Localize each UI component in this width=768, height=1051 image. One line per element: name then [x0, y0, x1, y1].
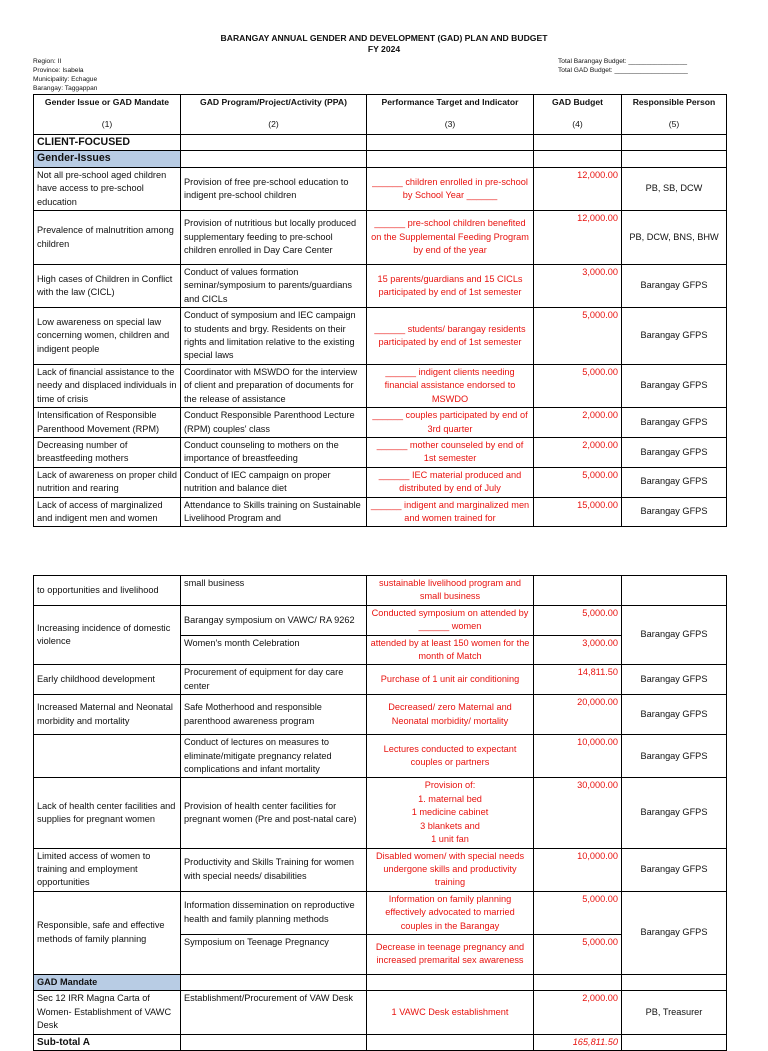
responsible-cell: Barangay GFPS — [622, 605, 727, 665]
empty-cell — [622, 1034, 727, 1050]
gender-issue-cell: Lack of health center facilities and supplies for pregnant women — [34, 778, 181, 848]
target-cell: Disabled women/ with special needs undergone skills and productivity training — [367, 848, 534, 891]
responsible-cell: Barangay GFPS — [622, 665, 727, 695]
budget-cell: 5,000.00 — [534, 467, 622, 497]
table-row — [34, 308, 727, 365]
target-line: 1 unit fan — [431, 834, 469, 845]
table-row — [34, 437, 727, 467]
ppa-cell: Safe Motherhood and responsible parenthood awareness program — [181, 695, 367, 735]
target-line: 1. maternal bed — [418, 793, 482, 804]
responsible-cell: Barangay GFPS — [622, 408, 727, 438]
ppa-cell: Conduct of symposium and IEC campaign to students and brgy. Residents on their rights and limitation relative to the existing special laws — [181, 308, 367, 365]
table-row — [34, 576, 727, 606]
section-gender-issues: Gender-Issues — [34, 151, 181, 167]
gad-plan-table-page1 — [33, 94, 727, 527]
ppa-cell: Coordinator with MSWDO for the interview of client and preparation of documents for the release of assistance — [181, 364, 367, 407]
budget-cell: 10,000.00 — [534, 735, 622, 778]
responsible-cell: Barangay GFPS — [622, 891, 727, 974]
budget-cell: 5,000.00 — [534, 308, 622, 365]
target-cell: ______ pre-school children benefited on the Supplemental Feeding Program by end of the year — [367, 211, 534, 265]
target-cell: Information on family planning effectively advocated to married couples in the Barangay — [367, 891, 534, 934]
table-row — [34, 605, 727, 635]
ppa-cell: Conduct Responsible Parenthood Lecture (RPM) couples' class — [181, 408, 367, 438]
ppa-cell: Information dissemination on reproductive health and family planning methods — [181, 891, 367, 934]
gender-issue-cell: Increased Maternal and Neonatal morbidity and mortality — [34, 695, 181, 735]
table-row — [34, 364, 727, 407]
target-cell: ______ indigent and marginalized men and women trained for — [367, 497, 534, 527]
section-client-focused: CLIENT-FOCUSED — [34, 135, 181, 151]
table-row — [34, 735, 727, 778]
gender-issue-cell: Sec 12 IRR Magna Carta of Women- Establishment of VAWC Desk — [34, 991, 181, 1034]
target-cell: ______ IEC material produced and distributed by end of July — [367, 467, 534, 497]
budget-cell: 5,000.00 — [534, 891, 622, 934]
budget-cell: 10,000.00 — [534, 848, 622, 891]
gender-issue-cell: Prevalence of malnutrition among children — [34, 211, 181, 265]
empty-cell — [181, 1034, 367, 1050]
target-cell: ______ couples participated by end of 3rd quarter — [367, 408, 534, 438]
budget-cell: 5,000.00 — [534, 934, 622, 974]
target-cell: 1 VAWC Desk establishment — [367, 991, 534, 1034]
target-cell: attended by at least 150 women for the month of Match — [367, 635, 534, 665]
gender-issue-cell: Lack of access of marginalized and indigent men and women — [34, 497, 181, 527]
target-line: 1 medicine cabinet — [411, 807, 489, 818]
header-label: GAD Budget — [551, 97, 604, 107]
empty-cell — [622, 974, 727, 990]
header-number: (5) — [668, 119, 680, 130]
responsible-cell: Barangay GFPS — [622, 265, 727, 308]
table-body-page2 — [34, 576, 727, 1051]
gender-issue-cell: Low awareness on special law concerning women, children and indigent people — [34, 308, 181, 365]
table-row — [34, 211, 727, 265]
document-title: BARANGAY ANNUAL GENDER AND DEVELOPMENT (GAD) PLAN AND BUDGET — [220, 33, 548, 43]
target-line: Provision of: — [424, 780, 476, 791]
table-row — [34, 891, 727, 934]
gender-issue-cell: High cases of Children in Conflict with the law (CICL) — [34, 265, 181, 308]
table-row — [34, 167, 727, 210]
ppa-cell: small business — [181, 576, 367, 606]
gender-issue-cell: to opportunities and livelihood — [34, 576, 181, 606]
responsible-cell: PB, DCW, BNS, BHW — [622, 211, 727, 265]
ppa-cell: Conduct of lectures on measures to eliminate/mitigate pregnancy related complications and infant mortality — [181, 735, 367, 778]
target-cell: Conducted symposium on attended by ______ women — [367, 605, 534, 635]
responsible-cell: Barangay GFPS — [622, 467, 727, 497]
gender-issue-cell: Lack of financial assistance to the needy and displaced individuals in time of crisis — [34, 364, 181, 407]
target-cell: ______ students/ barangay residents participated by end of 1st semester — [367, 308, 534, 365]
header-cell-3 — [367, 95, 534, 135]
budget-totals-block — [558, 57, 688, 75]
gender-issue-cell: Decreasing number of breastfeeding mothers — [34, 437, 181, 467]
budget-cell: 20,000.00 — [534, 695, 622, 735]
budget-cell: 2,000.00 — [534, 408, 622, 438]
header-cell-2 — [181, 95, 367, 135]
table-row — [34, 1034, 727, 1050]
table-row — [34, 974, 727, 990]
gender-issue-cell: Intensification of Responsible Parenthood Movement (RPM) — [34, 408, 181, 438]
gender-issue-cell: Early childhood development — [34, 665, 181, 695]
table-row — [34, 665, 727, 695]
subtotal-label: Sub-total A — [34, 1034, 181, 1050]
ppa-cell: Symposium on Teenage Pregnancy — [181, 934, 367, 974]
budget-cell — [534, 576, 622, 606]
responsible-cell: Barangay GFPS — [622, 695, 727, 735]
gender-issue-cell: Increasing incidence of domestic violence — [34, 605, 181, 665]
target-cell: ______ children enrolled in pre-school by School Year ______ — [367, 167, 534, 210]
ppa-cell: Attendance to Skills training on Sustainable Livelihood Program and — [181, 497, 367, 527]
province-label: Province: Isabela — [33, 67, 84, 74]
ppa-cell: Conduct of IEC campaign on proper nutrition and balance diet — [181, 467, 367, 497]
header-number: (1) — [101, 119, 113, 130]
total-barangay-budget: Total Barangay Budget: ________________ — [558, 58, 688, 65]
budget-cell: 15,000.00 — [534, 497, 622, 527]
ppa-cell: Establishment/Procurement of VAW Desk — [181, 991, 367, 1034]
subtotal-value: 165,811.50 — [534, 1034, 622, 1050]
target-cell: ______ indigent clients needing financial assistance endorsed to MSWDO — [367, 364, 534, 407]
responsible-cell: PB, SB, DCW — [622, 167, 727, 210]
responsible-cell — [622, 576, 727, 606]
empty-cell — [367, 974, 534, 990]
location-block — [33, 57, 97, 93]
region-label: Region: II — [33, 58, 62, 65]
table-row — [34, 848, 727, 891]
gad-plan-table-page2 — [33, 575, 727, 1051]
section-row — [34, 151, 727, 167]
header-cell-4 — [534, 95, 622, 135]
budget-cell: 2,000.00 — [534, 437, 622, 467]
responsible-cell: Barangay GFPS — [622, 364, 727, 407]
budget-cell: 5,000.00 — [534, 364, 622, 407]
target-cell: Purchase of 1 unit air conditioning — [367, 665, 534, 695]
table-row — [34, 467, 727, 497]
table-row — [34, 265, 727, 308]
ppa-cell: Provision of health center facilities for pregnant women (Pre and post-natal care) — [181, 778, 367, 848]
responsible-cell: PB, Treasurer — [622, 991, 727, 1034]
ppa-cell: Conduct counseling to mothers on the importance of breastfeeding — [181, 437, 367, 467]
ppa-cell: Women's month Celebration — [181, 635, 367, 665]
budget-cell: 2,000.00 — [534, 991, 622, 1034]
responsible-cell: Barangay GFPS — [622, 735, 727, 778]
ppa-cell: Procurement of equipment for day care center — [181, 665, 367, 695]
header-cell-5 — [622, 95, 727, 135]
gender-issue-cell: Responsible, safe and effective methods of family planning — [34, 891, 181, 974]
budget-cell: 30,000.00 — [534, 778, 622, 848]
target-cell: sustainable livelihood program and small business — [367, 576, 534, 606]
document-year: FY 2024 — [367, 44, 401, 54]
municipality-label: Municipality: Echague — [33, 76, 98, 83]
header-number: (4) — [572, 119, 583, 130]
budget-cell: 14,811.50 — [534, 665, 622, 695]
header-number: (3) — [444, 119, 456, 130]
budget-cell: 3,000.00 — [534, 265, 622, 308]
budget-cell: 12,000.00 — [534, 211, 622, 265]
target-cell: 15 parents/guardians and 15 CICLs participated by end of 1st semester — [367, 265, 534, 308]
table-body-page1 — [34, 167, 727, 527]
table-row — [34, 991, 727, 1034]
ppa-cell: Barangay symposium on VAWC/ RA 9262 — [181, 605, 367, 635]
ppa-cell: Conduct of values formation seminar/symposium to parents/guardians and CICLs — [181, 265, 367, 308]
target-cell: Decrease in teenage pregnancy and increased premarital sex awareness — [367, 934, 534, 974]
target-cell — [367, 778, 534, 848]
header-label: Gender Issue or GAD Mandate — [44, 97, 170, 107]
barangay-label: Barangay: Taggappan — [33, 85, 98, 92]
total-gad-budget: Total GAD Budget: ____________________ — [558, 67, 688, 74]
responsible-cell: Barangay GFPS — [622, 497, 727, 527]
ppa-cell: Productivity and Skills Training for women with special needs/ disabilities — [181, 848, 367, 891]
table-header-row — [34, 95, 727, 135]
gender-issue-cell: Limited access of women to training and employment opportunities — [34, 848, 181, 891]
empty-cell — [181, 974, 367, 990]
table-row — [34, 408, 727, 438]
gender-issue-cell: Not all pre-school aged children have access to pre-school education — [34, 167, 181, 210]
target-cell: Decreased/ zero Maternal and Neonatal morbidity/ mortality — [367, 695, 534, 735]
empty-cell — [534, 974, 622, 990]
header-label: Responsible Person — [632, 97, 716, 107]
section-gad-mandate: GAD Mandate — [34, 974, 181, 990]
budget-cell: 5,000.00 — [534, 605, 622, 635]
responsible-cell: Barangay GFPS — [622, 437, 727, 467]
target-line: 3 blankets and — [420, 820, 480, 831]
table-row — [34, 695, 727, 735]
header-label: Performance Target and Indicator — [381, 97, 519, 107]
gender-issue-cell: Lack of awareness on proper child nutrition and rearing — [34, 467, 181, 497]
table-row — [34, 778, 727, 848]
header-number: (2) — [268, 119, 279, 130]
budget-cell: 3,000.00 — [534, 635, 622, 665]
header-cell-1 — [34, 95, 181, 135]
responsible-cell: Barangay GFPS — [622, 778, 727, 848]
ppa-cell: Provision of nutritious but locally produced supplementary feeding to pre-school children enrolled in Day Care Center — [181, 211, 367, 265]
target-cell: Lectures conducted to expectant couples or partners — [367, 735, 534, 778]
section-row — [34, 135, 727, 151]
ppa-cell: Provision of free pre-school education to indigent pre-school children — [181, 167, 367, 210]
target-cell: ______ mother counseled by end of 1st semester — [367, 437, 534, 467]
table-row — [34, 497, 727, 527]
empty-cell — [367, 1034, 534, 1050]
gender-issue-cell — [34, 735, 181, 778]
responsible-cell: Barangay GFPS — [622, 848, 727, 891]
responsible-cell: Barangay GFPS — [622, 308, 727, 365]
header-label: GAD Program/Project/Activity (PPA) — [200, 97, 347, 107]
budget-cell: 12,000.00 — [534, 167, 622, 210]
